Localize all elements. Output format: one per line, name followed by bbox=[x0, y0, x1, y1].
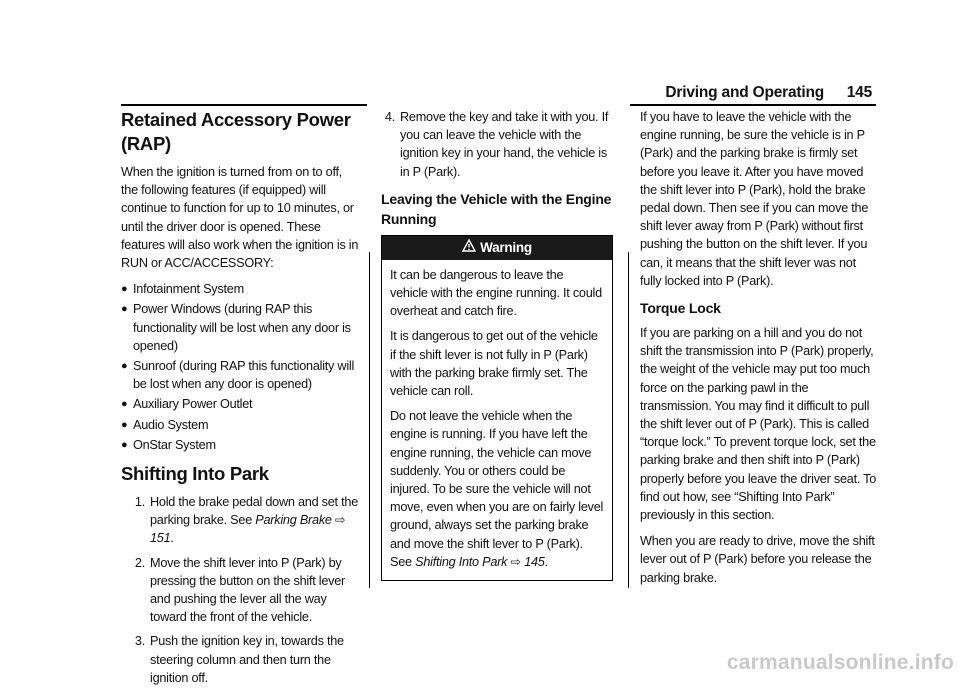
warning-header bbox=[382, 236, 612, 260]
step-list bbox=[381, 108, 613, 181]
cross-reference-link[interactable]: Parking Brake bbox=[255, 513, 332, 528]
paragraph: If you have to leave the vehicle with the engine running, be sure the vehicle is in P (Park) and the parking brake is firmly set before you leave it. After you have moved the shift lever into P (Park), hold the brake pedal down. Then see if you can move the shift lever away from P (Park) without first pushing the button on the shift lever. If you can, it means that the shift lever was not fully locked into P (Park). bbox=[640, 110, 869, 288]
column-3 bbox=[640, 108, 878, 595]
page-ref-icon: ⇨ bbox=[510, 554, 521, 569]
step-item bbox=[381, 108, 613, 181]
list-item bbox=[121, 416, 359, 434]
rap-intro: When the ignition is turned from on to off, the following features (if equipped) will continue to function for up to 10 minutes, or until the driver door is opened. These features will also work when the ignition is in RUN or ACC/ACCESSORY: bbox=[121, 165, 359, 271]
list-item bbox=[121, 436, 359, 454]
bullet-icon: ● bbox=[121, 418, 128, 431]
warning-box bbox=[381, 235, 613, 581]
cross-reference-link[interactable]: Shifting Into Park bbox=[415, 554, 508, 569]
punctuation: . bbox=[170, 531, 174, 546]
list-item bbox=[121, 300, 359, 355]
leaving-heading: Leaving the Vehicle with the Engine Running bbox=[381, 190, 612, 227]
list-item-text: Power Windows (during RAP this functionality will be lost when any door is opened) bbox=[133, 302, 351, 353]
section-title: Driving and Operating bbox=[665, 84, 824, 101]
step-number: 4. bbox=[384, 110, 395, 124]
list-item-text: Infotainment System bbox=[133, 282, 244, 297]
shift-heading: Shifting Into Park bbox=[121, 463, 269, 485]
step-text: Remove the key and take it with you. If you can leave the vehicle with the ignition key in your hand, the vehicle is in P (Park). bbox=[400, 110, 609, 179]
warning-body bbox=[382, 260, 612, 580]
warning-paragraph: It is dangerous to get out of the vehicle if the shift lever is not fully in P (Park) with the parking brake firmly set. The vehicle can roll. bbox=[390, 329, 598, 399]
column-divider bbox=[369, 252, 370, 588]
list-item-text: OnStar System bbox=[133, 437, 216, 452]
warning-paragraph: It can be dangerous to leave the vehicle with the engine running. It could overheat and catch fire. bbox=[390, 267, 602, 319]
column-divider bbox=[628, 252, 629, 588]
list-item bbox=[121, 357, 359, 393]
punctuation: . bbox=[544, 554, 548, 569]
torque-heading: Torque Lock bbox=[640, 300, 721, 317]
list-item-text: Auxiliary Power Outlet bbox=[133, 397, 253, 412]
step-item bbox=[121, 554, 359, 627]
column-1 bbox=[121, 108, 359, 693]
header-rule bbox=[630, 104, 876, 106]
column-2 bbox=[381, 108, 613, 581]
list-item-text: Audio System bbox=[133, 417, 209, 432]
step-number: 1. bbox=[134, 495, 145, 510]
page-header bbox=[630, 84, 876, 104]
watermark: carmanualsonline.info bbox=[726, 651, 954, 674]
list-item-text: Sunroof (during RAP this functionality will be lost when any door is opened) bbox=[133, 359, 355, 392]
bullet-icon: ● bbox=[121, 438, 128, 451]
warning-triangle-icon bbox=[462, 236, 476, 260]
step-text: Push the ignition key in, towards the steering column and then turn the ignition off. bbox=[150, 634, 344, 685]
step-text: Move the shift lever into P (Park) by pressing the button on the shift lever and pushing the lever all the way toward the front of the vehicle. bbox=[150, 555, 346, 625]
warning-text: Do not leave the vehicle when the engine is running. If you have left the engine running, the vehicle can move suddenly. You or others could be injured. To be sure the vehicle will not move, even when you are on fairly level ground, always set the parking brake and move the shift lever to P (Park). See bbox=[390, 409, 604, 569]
list-item bbox=[121, 280, 359, 298]
page-number: 145 bbox=[846, 84, 872, 101]
page-ref[interactable]: 145 bbox=[524, 554, 545, 569]
heading-rule bbox=[121, 104, 367, 106]
page-ref[interactable]: 151 bbox=[150, 531, 171, 546]
bullet-icon: ● bbox=[121, 360, 128, 373]
bullet-icon: ● bbox=[121, 283, 128, 296]
step-text: Hold the brake pedal down and set the parking brake. See bbox=[150, 495, 358, 528]
paragraph: If you are parking on a hill and you do not shift the transmission into P (Park) properly, the weight of the vehicle may put too much force on the parking pawl in the transmission. You may find it difficult to pull the shift lever out of P (Park). This is called “torque lock.” To prevent torque lock, set the parking brake and then shift into P (Park) properly before you leave the driver seat. To find out how, see “Shifting Into Park” previously in this section. bbox=[640, 326, 877, 523]
warning-paragraph bbox=[390, 407, 604, 571]
rap-heading: Retained Accessory Power (RAP) bbox=[121, 109, 351, 154]
step-number: 2. bbox=[134, 555, 145, 570]
feature-list bbox=[121, 280, 359, 454]
step-number: 3. bbox=[134, 634, 145, 649]
page-ref-icon: ⇨ bbox=[335, 513, 346, 528]
warning-title: Warning bbox=[480, 239, 532, 255]
bullet-icon: ● bbox=[121, 303, 128, 316]
bullet-icon: ● bbox=[121, 398, 128, 411]
step-item bbox=[121, 493, 359, 548]
list-item bbox=[121, 395, 359, 413]
paragraph: When you are ready to drive, move the shift lever out of P (Park) before you release the parking brake. bbox=[640, 534, 875, 585]
